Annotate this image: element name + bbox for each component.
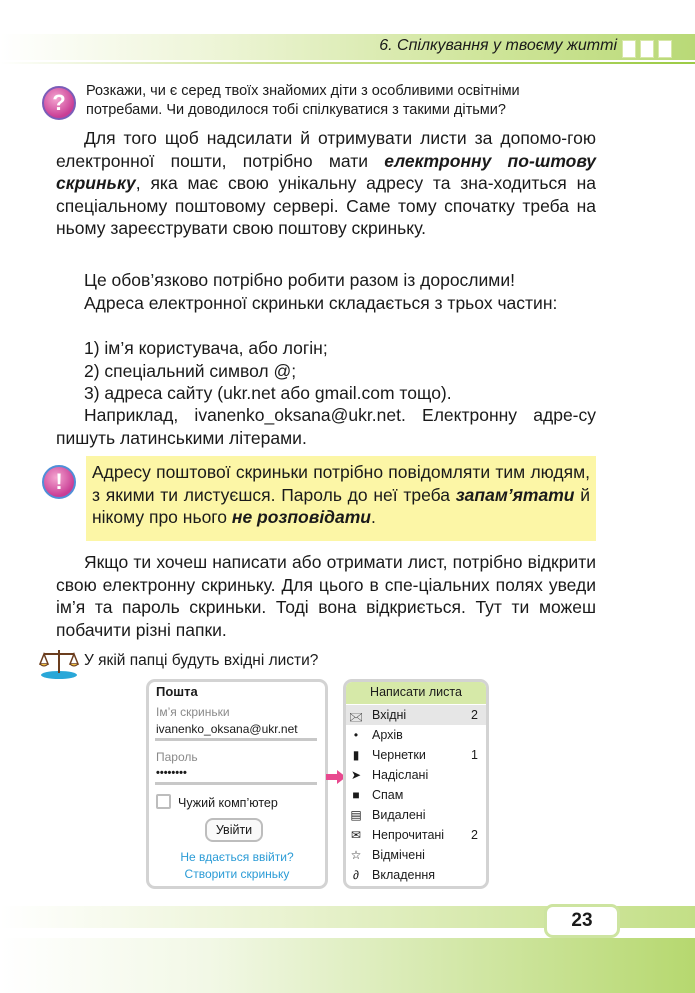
folder-item-drafts[interactable]: ▮ Чернетки 1 [348, 745, 482, 765]
footer-band [0, 938, 695, 993]
folder-item-spam[interactable]: ■ Спам [348, 785, 482, 805]
envelope-icon: ✉ [350, 828, 362, 842]
scales-icon [38, 646, 80, 680]
list-item: 1) ім’я користувача, або логін; [84, 338, 328, 358]
inbox-icon: 🖂 [348, 710, 364, 724]
folder-item-attachments[interactable]: ∂ Вкладення [348, 865, 482, 885]
login-panel-title: Пошта [156, 684, 198, 699]
folder-item-archive[interactable]: • Архів [348, 725, 482, 745]
folder-item-starred[interactable]: ☆ Відмічені [348, 845, 482, 865]
input-underline [155, 738, 317, 741]
chapter-title: 6. Спілкування у твоєму житті [379, 37, 617, 54]
address-parts-list [84, 337, 596, 405]
folder-list [348, 705, 482, 885]
header-square [640, 40, 654, 58]
question-icon: ? [42, 86, 76, 120]
unread-count: 1 [471, 748, 478, 762]
paragraph-adults: Це обов’язково потрібно робити разом із дорослими! [84, 270, 515, 290]
mailbox-name-input[interactable]: ivanenko_oksana@ukr.net [156, 722, 298, 736]
header-square [622, 40, 636, 58]
exclamation-icon: ! [42, 465, 76, 499]
term-mailbox: електронну по-штову скриньку [56, 150, 596, 193]
input-underline [155, 782, 317, 785]
password-input[interactable]: •••••••• [156, 767, 187, 779]
paragraph-intro: Для того щоб надсилати й отримувати листи за допомо-гою електронної пошти, потрібно мати електронну по-штову скриньку, яка має свою унікальну адресу та зна-ходиться на спеціальному поштовому сервері. Саме тому спочатку треба на ньому зареєструвати свою поштову скриньку. [56, 128, 596, 238]
foreign-computer-checkbox[interactable] [156, 794, 171, 809]
password-label: Пароль [156, 750, 198, 764]
paperclip-icon: ∂ [353, 868, 359, 882]
foreign-computer-label: Чужий комп’ютер [178, 796, 278, 810]
page-number: 23 [544, 904, 620, 938]
folder-item-sent[interactable]: ➤ Надіслані [348, 765, 482, 785]
task-text: У якій папці будуть вхідні листи? [84, 652, 319, 669]
list-item: 3) адреса сайту (ukr.net або gmail.com тощо). [84, 383, 452, 403]
header-square [658, 40, 672, 58]
folder-item-deleted[interactable]: ▤ Видалені [348, 805, 482, 825]
bookmark-icon: ▮ [352, 748, 360, 762]
mailbox-name-label: Ім’я скриньки [156, 705, 230, 719]
unread-count: 2 [471, 828, 478, 842]
speech-bubble-icon: ■ [352, 788, 360, 802]
create-mailbox-link[interactable]: Створити скриньку [184, 867, 290, 881]
folder-item-unread[interactable]: ✉ Непрочитані 2 [348, 825, 482, 845]
trash-icon: ▤ [350, 808, 362, 822]
header-line [0, 62, 695, 64]
paragraph-open-mailbox: Якщо ти хочеш написати або отримати лист, потрібно відкрити свою електронну скриньку. Для цього в спе-ціальних полях уведи ім’я та пароль скриньки. Тоді вона відкриється. Тут ти можеш побачити різні папки. [56, 552, 596, 640]
login-button[interactable]: Увійти [205, 818, 263, 842]
important-note-text: Адресу поштової скриньки потрібно повідомляти тим людям, з якими ти листуєшся. Пароль до неї треба запам’ятати й нікому про нього не розповідати. [92, 462, 590, 527]
cannot-login-link[interactable]: Не вдається ввійти? [180, 850, 294, 864]
dot-icon: • [353, 728, 359, 742]
compose-button[interactable]: Написати листа [346, 682, 486, 704]
list-item: 2) спеціальний символ @; [84, 360, 297, 381]
question-text: Розкажи, чи є серед твоїх знайомих діти з особливими освітніми потребами. Чи доводилося тобі спілкуватися з такими дітьми? [86, 83, 520, 118]
paragraph-example: Наприклад, ivanenko_oksana@ukr.net. Електронну адре-су пишуть латинськими літерами. [56, 405, 596, 448]
folder-item-inbox[interactable]: 🖂 Вхідні 2 [348, 705, 482, 725]
paragraph-address-parts: Адреса електронної скриньки складається з трьох частин: [84, 293, 558, 313]
send-icon: ➤ [350, 768, 362, 782]
unread-count: 2 [471, 708, 478, 722]
star-icon: ☆ [350, 848, 362, 862]
